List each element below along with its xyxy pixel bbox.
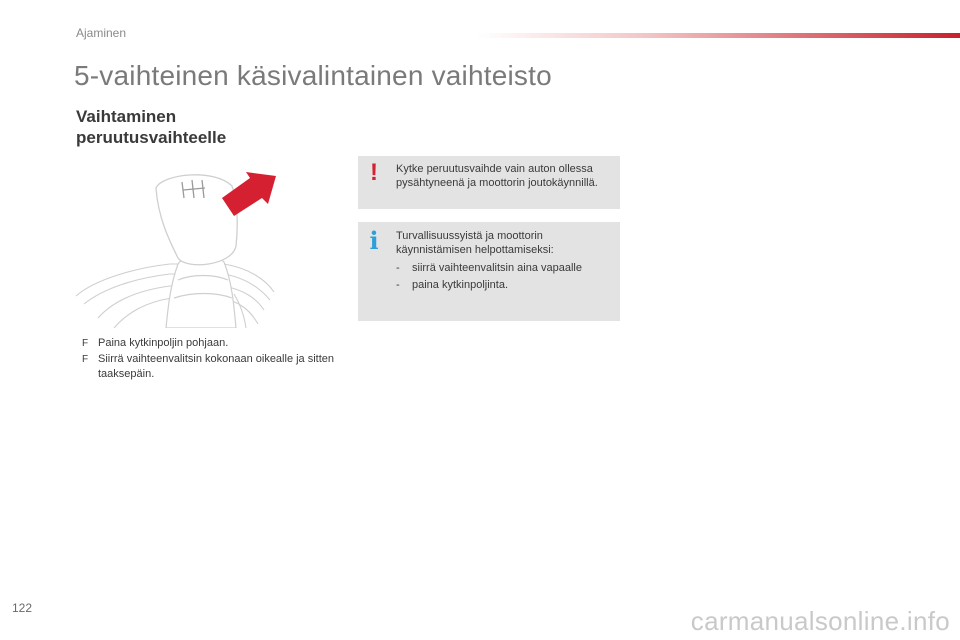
subtitle-line-2: peruutusvaihteelle xyxy=(76,128,227,147)
gear-lever-illustration xyxy=(74,168,276,328)
info-item-text: siirrä vaihteenvalitsin aina vapaalle xyxy=(412,262,582,274)
list-item xyxy=(82,336,344,351)
section-label: Ajaminen xyxy=(76,26,127,40)
page-number: 122 xyxy=(12,601,33,615)
bullet-arrow-icon: F xyxy=(82,338,89,349)
reverse-direction-arrow xyxy=(222,172,276,216)
info-intro: Turvallisuussyistä ja moottorin käynnistämisen helpottamiseksi: xyxy=(396,230,554,256)
info-item-text: paina kytkinpoljinta. xyxy=(412,279,509,291)
warning-text: Kytke peruutusvaihde vain auton ollessa pysähtyneenä ja moottorin joutokäynnillä. xyxy=(396,163,598,189)
header-rule xyxy=(478,33,960,38)
info-icon: i xyxy=(369,226,379,255)
gear-boot xyxy=(166,255,236,328)
warning-notice xyxy=(358,156,620,209)
step-text: Paina kytkinpoljin pohjaan. xyxy=(98,337,229,349)
info-list xyxy=(396,261,612,292)
list-item xyxy=(396,261,612,275)
list-item xyxy=(396,278,612,292)
info-notice xyxy=(358,222,620,321)
bullet-arrow-icon: F xyxy=(82,354,89,365)
instruction-steps xyxy=(82,336,344,383)
step-text: Siirrä vaihteenvalitsin kokonaan oikealle ja sitten taaksepäin. xyxy=(98,353,335,380)
dash-marker: - xyxy=(396,279,400,291)
list-item xyxy=(82,352,344,382)
page-title: 5-vaihteinen käsivalintainen vaihteisto xyxy=(74,60,552,91)
gear-knob xyxy=(156,175,237,265)
watermark: carmanualsonline.info xyxy=(690,606,950,636)
dash-marker: - xyxy=(396,262,400,274)
warning-icon: ! xyxy=(370,159,378,186)
subtitle-line-1: Vaihtaminen xyxy=(76,107,177,126)
section-subtitle xyxy=(76,106,336,148)
